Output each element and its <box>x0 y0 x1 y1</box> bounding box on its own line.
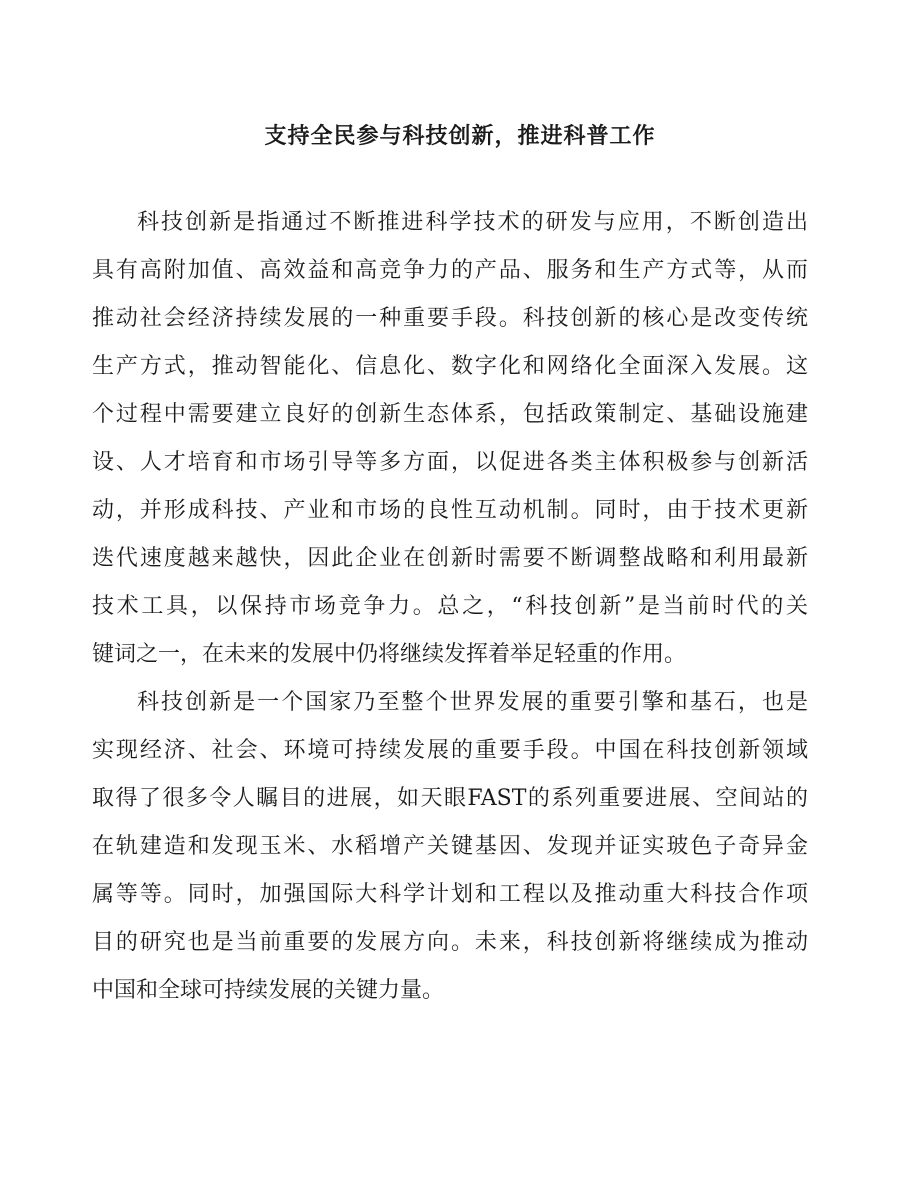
paragraph-2-line-1: 科技创新是一个国家乃至整个世界发展的重要引擎和基石，也是 <box>137 690 808 715</box>
paragraph-1-line-8: 迭代速度越来越快，因此企业在创新时需要不断调整战略和利用最新 <box>92 546 808 571</box>
paragraph-1-line-2: 具有高附加值、高效益和高竞争力的产品、服务和生产方式等，从而 <box>92 258 808 283</box>
paragraph-1-line-7: 动，并形成科技、产业和市场的良性互动机制。同时，由于技术更新 <box>92 498 808 523</box>
paragraph-2-line-2: 实现经济、社会、环境可持续发展的重要手段。中国在科技创新领域 <box>92 738 808 763</box>
paragraph-1-line-5: 个过程中需要建立良好的创新生态体系，包括政策制定、基础设施建 <box>92 402 808 427</box>
paragraph-1-line-6: 设、人才培育和市场引导等多方面，以促进各类主体积极参与创新活 <box>92 450 808 475</box>
paragraph-1-line-10: 键词之一，在未来的发展中仍将继续发挥着举足轻重的作用。 <box>92 642 687 667</box>
paragraph-1-line-4: 生产方式，推动智能化、信息化、数字化和网络化全面深入发展。这 <box>92 354 808 379</box>
paragraph-2-line-7: 中国和全球可持续发展的关键力量。 <box>92 978 445 1003</box>
paragraph-2-line-6: 目的研究也是当前重要的发展方向。未来，科技创新将继续成为推动 <box>92 930 808 955</box>
paragraph-1-line-1: 科技创新是指通过不断推进科学技术的研发与应用，不断创造出 <box>137 210 808 235</box>
paragraph-2-line-5: 属等等。同时，加强国际大科学计划和工程以及推动重大科技合作项 <box>92 882 808 907</box>
paragraph-2-line-3: 取得了很多令人瞩目的进展，如天眼FAST的系列重要进展、空间站的 <box>92 786 808 811</box>
paragraph-1-line-3: 推动社会经济持续发展的一种重要手段。科技创新的核心是改变传统 <box>92 306 808 331</box>
paragraph-1-line-9: 技术工具，以保持市场竞争力。总之，“科技创新”是当前时代的关 <box>92 594 808 619</box>
document-title: 支持全民参与科技创新，推进科普工作 <box>264 123 656 149</box>
paragraph-2-line-4: 在轨建造和发现玉米、水稻增产关键基因、发现并证实玻色子奇异金 <box>92 834 808 859</box>
